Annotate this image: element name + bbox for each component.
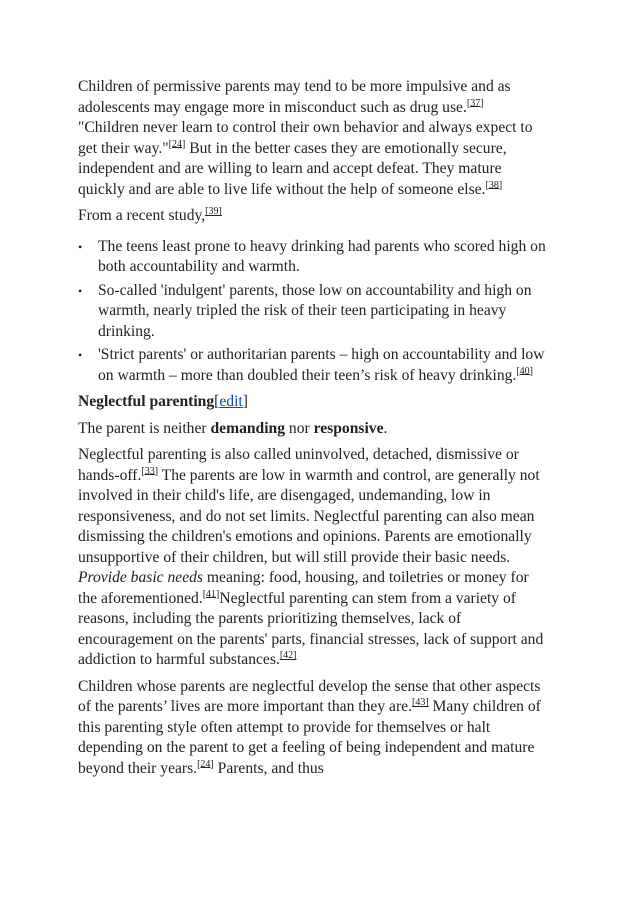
citation-link[interactable]: [24] bbox=[197, 758, 214, 770]
paragraph-children-outcomes bbox=[78, 677, 548, 780]
text: But in the better cases they are emotionally secure, independent and are willing to learn and accept defeat. They mature quickly and are able to live life without the help of someone else. bbox=[78, 139, 507, 198]
italic-term: Provide basic needs bbox=[78, 569, 204, 586]
study-findings-list bbox=[78, 237, 548, 387]
text: The parent is neither bbox=[78, 419, 211, 437]
text: Many children of this parenting style often attempt to provide for themselves or halt depending on the parent to get a feeling of being independent and mature beyond their years. bbox=[78, 698, 541, 777]
text: . bbox=[383, 419, 388, 437]
list-item bbox=[98, 281, 548, 343]
text: Children whose parents are neglectful develop the sense that other aspects of the parents’ lives are more important than they are. bbox=[78, 677, 541, 715]
text: Children of permissive parents may tend to be more impulsive and as adolescents may engage more in misconduct such as drug use. bbox=[78, 78, 511, 116]
paragraph-definition bbox=[78, 419, 548, 440]
list-item-text: 'Strict parents' or authoritarian parents – high on accountability and low on warmth – more than doubled their teen’s risk of heavy drinking. bbox=[98, 346, 545, 384]
citation-link[interactable]: [41] bbox=[202, 588, 220, 600]
citation-link[interactable]: [37] bbox=[466, 97, 484, 109]
paragraph-recent-study bbox=[78, 206, 548, 227]
list-item bbox=[98, 237, 548, 278]
citation-link[interactable]: [39] bbox=[205, 205, 222, 217]
paragraph-permissive-outcomes bbox=[78, 77, 548, 200]
paragraph-neglectful-description bbox=[78, 445, 548, 671]
bracket-open: [ bbox=[214, 393, 220, 410]
citation-link[interactable]: [24] bbox=[168, 138, 186, 150]
edit-link[interactable]: edit bbox=[219, 393, 243, 410]
list-item bbox=[98, 345, 548, 386]
list-item-text: The teens least prone to heavy drinking had parents who scored high on both accountability and warmth. bbox=[98, 237, 546, 275]
text: Neglectful parenting is also called uninvolved, detached, dismissive or hands-off. bbox=[78, 446, 519, 484]
citation-link[interactable]: [42] bbox=[279, 649, 297, 661]
section-title: Neglectful parenting bbox=[78, 393, 215, 410]
document-page bbox=[78, 77, 548, 785]
edit-section bbox=[214, 393, 248, 410]
citation-link[interactable]: [40] bbox=[516, 365, 534, 377]
text: The parents are low in warmth and control, are generally not involved in their child's life, are disengaged, undemanding, low in responsiveness, and do not set limits. Neglectful parenting can also mean dismissing the children's emotions and opinions. Parents are emotionally unsupportive of their children, but will still provide their basic needs. bbox=[78, 466, 540, 566]
list-item-text: So-called 'indulgent' parents, those low on accountability and high on warmth, nearly tripled the risk of their teen participating in heavy drinking. bbox=[98, 281, 532, 340]
bold-term: demanding bbox=[210, 419, 286, 437]
citation-link[interactable]: [43] bbox=[411, 696, 429, 708]
text: Parents, and thus bbox=[213, 759, 324, 777]
text: Neglectful parenting can stem from a variety of reasons, including the parents prioritizing themselves, lack of encouragement on the parents' parts, financial stresses, lack of support and addiction to harmful substances. bbox=[78, 589, 544, 668]
section-heading bbox=[78, 392, 548, 413]
text: "Children never learn to control their own behavior and always expect to get their way." bbox=[78, 119, 533, 157]
citation-link[interactable]: [38] bbox=[485, 179, 503, 191]
text: nor bbox=[285, 419, 314, 437]
citation-link[interactable]: [33] bbox=[141, 465, 159, 477]
bold-term: responsive bbox=[313, 419, 384, 437]
text: From a recent study, bbox=[78, 207, 206, 224]
text: meaning: food, housing, and toiletries or money for the aforementioned. bbox=[78, 569, 529, 607]
bracket-close: ] bbox=[242, 393, 248, 410]
